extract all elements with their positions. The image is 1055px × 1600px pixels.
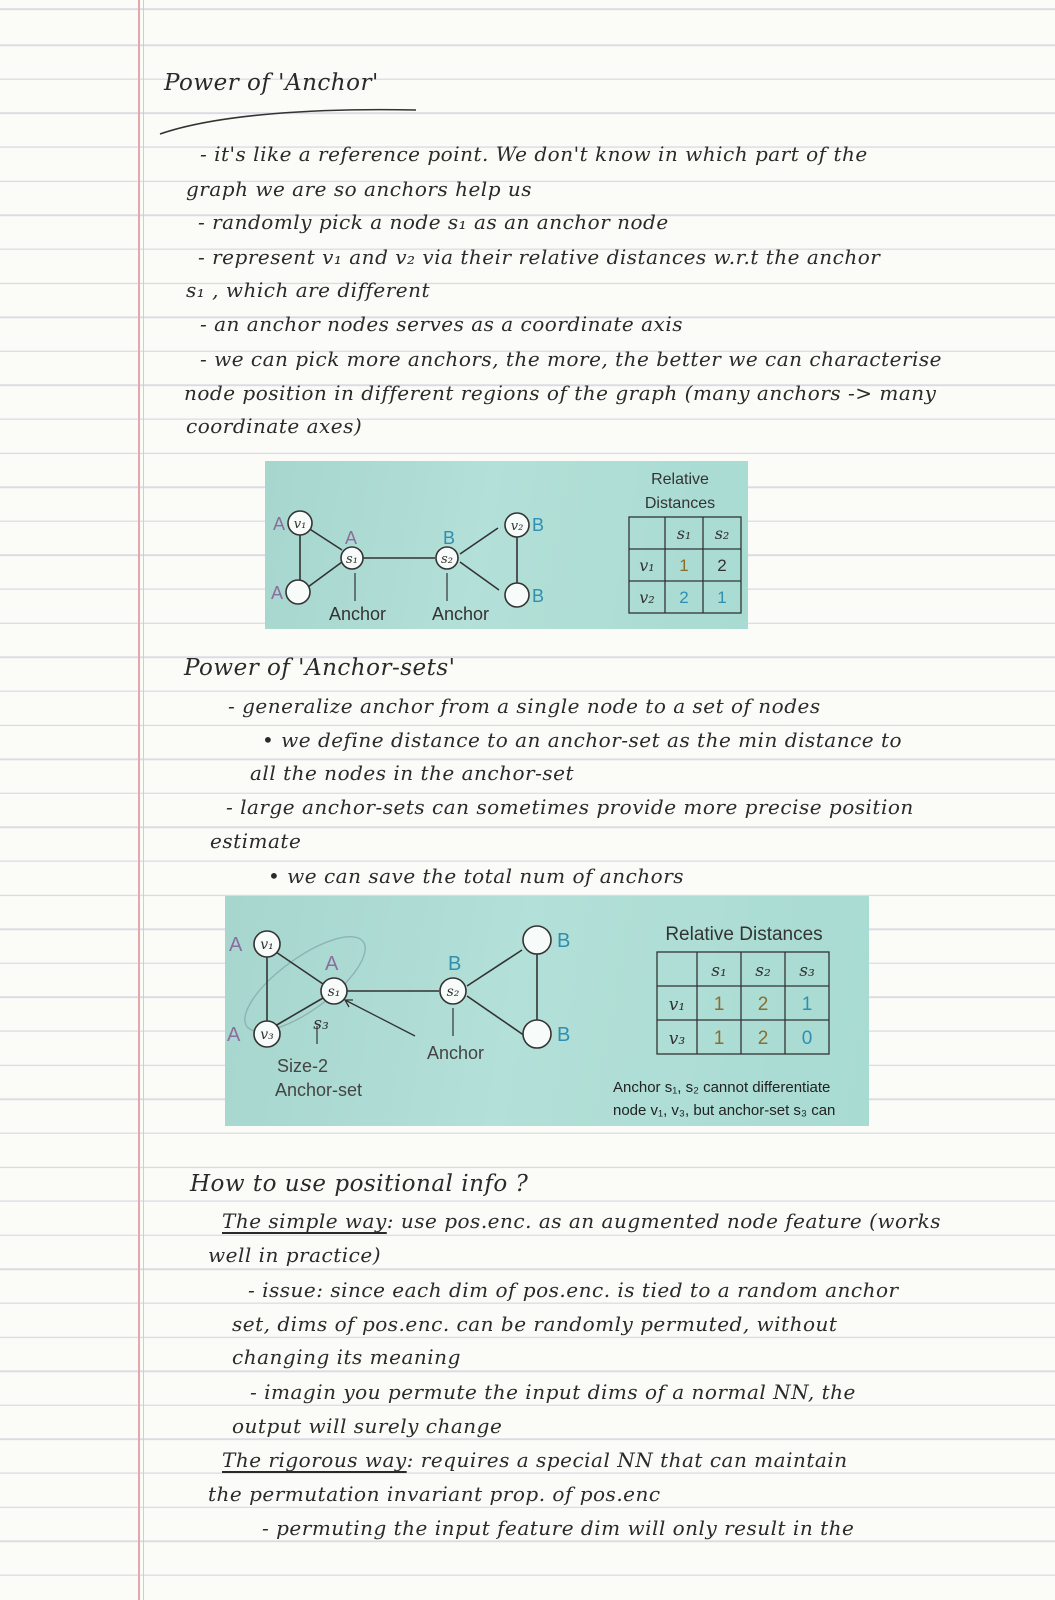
cell-v1-s3: 1 xyxy=(801,994,813,1015)
s3-line-7: the permutation invariant prop. of pos.enc xyxy=(208,1482,661,1506)
tag-b-s2: B xyxy=(443,528,456,548)
s3-line-8: - permuting the input feature dim will only result in the xyxy=(262,1516,855,1540)
s1-line-9: coordinate axes) xyxy=(186,414,363,438)
label-v2: v₂ xyxy=(510,519,524,534)
tag-a-v3: A xyxy=(227,1024,241,1046)
node-b-top xyxy=(523,926,551,954)
col-s2: s₂ xyxy=(755,961,771,981)
s1-line-6: - an anchor nodes serves as a coordinate axis xyxy=(200,312,683,336)
node-a-bottom xyxy=(286,580,310,604)
s1-line-4: - represent v₁ and v₂ via their relative distances w.r.t the anchor xyxy=(198,245,881,269)
label-s3: s₃ xyxy=(313,1014,329,1034)
s1-line-2: graph we are so anchors help us xyxy=(186,177,533,201)
rigorous-way-rest: : requires a special NN that can maintain xyxy=(406,1448,848,1472)
s3-line-2: - issue: since each dim of pos.enc. is tied to a random anchor xyxy=(248,1278,899,1302)
row-v3: v₃ xyxy=(668,1029,686,1049)
tag-a-s1: A xyxy=(325,953,339,975)
s3-line-1: well in practice) xyxy=(208,1243,382,1267)
s1-line-8: node position in different regions of the graph (many anchors -> many xyxy=(184,381,937,405)
tag-b-bottom: B xyxy=(557,1024,571,1046)
label-s2: s₂ xyxy=(446,984,460,1000)
anchor-set-ellipse xyxy=(231,921,378,1048)
anchor-set-figure xyxy=(225,896,869,1126)
tag-b-s2: B xyxy=(448,953,462,975)
table-title-1: Relative xyxy=(651,471,709,488)
cell-v3-s2: 2 xyxy=(757,1028,769,1049)
s1-line-1: - it's like a reference point. We don't know in which part of the xyxy=(200,142,868,166)
cell-v3-s3: 0 xyxy=(801,1028,813,1049)
row-v1: v₁ xyxy=(668,995,686,1015)
table2-title: Relative Distances xyxy=(665,924,823,945)
margin-line-inner xyxy=(143,0,144,1600)
label-v3: v₃ xyxy=(260,1027,274,1043)
anchor-label-2: Anchor xyxy=(432,604,490,624)
col-s2: s₂ xyxy=(714,524,730,543)
s3-line-5: - imagin you permute the input dims of a normal NN, the xyxy=(250,1380,856,1404)
tag-b-top: B xyxy=(557,930,571,952)
col-s1: s₁ xyxy=(676,524,692,543)
label-s2: s₂ xyxy=(441,552,453,567)
cell-v2-s2: 1 xyxy=(717,588,727,607)
s1-line-3: - randomly pick a node s₁ as an anchor node xyxy=(198,210,669,234)
s2-line-3: all the nodes in the anchor-set xyxy=(250,761,574,785)
cell-v1-s1: 1 xyxy=(679,556,689,575)
s3-line-6: output will surely change xyxy=(232,1414,503,1438)
anchor-label: Anchor xyxy=(427,1043,485,1063)
label-v1: v₁ xyxy=(293,517,307,532)
s2-line-4: - large anchor-sets can sometimes provide more precise position xyxy=(226,795,914,819)
section1-heading: Power of 'Anchor' xyxy=(164,70,379,96)
cell-v1-s2: 2 xyxy=(717,556,727,575)
node-b-bottom xyxy=(523,1020,551,1048)
anchor-label-1: Anchor xyxy=(329,604,387,624)
row-v1: v₁ xyxy=(639,556,655,575)
tag-a-v1: A xyxy=(229,934,243,956)
cell-v2-s1: 2 xyxy=(679,588,689,607)
s2-line-5: estimate xyxy=(210,829,302,853)
margin-line xyxy=(138,0,140,1600)
s2-line-1: - generalize anchor from a single node to a set of nodes xyxy=(228,694,821,718)
row-v2: v₂ xyxy=(639,588,655,607)
s2-line-6: • we can save the total num of anchors xyxy=(268,864,685,888)
s2-line-2: • we define distance to an anchor-set as the min distance to xyxy=(262,728,903,752)
anchor-figure xyxy=(265,461,748,629)
tag-a-bottom: A xyxy=(271,583,284,603)
s3-line-3: set, dims of pos.enc. can be randomly permuted, without xyxy=(232,1312,838,1336)
cell-v1-s2: 2 xyxy=(757,994,769,1015)
rigorous-way-label: The rigorous way xyxy=(222,1448,407,1472)
s3-line-4: changing its meaning xyxy=(232,1345,461,1369)
label-s1: s₁ xyxy=(327,984,341,1000)
size-label-1: Size-2 xyxy=(277,1056,329,1076)
caption-line-2: node v₁, v₃, but anchor-set s₃ can xyxy=(613,1102,836,1119)
simple-way-rest: : use pos.enc. as an augmented node feature (works xyxy=(386,1209,941,1233)
cell-v3-s1: 1 xyxy=(713,1028,725,1049)
caption-line-1: Anchor s₁, s₂ cannot differentiate xyxy=(613,1079,831,1096)
s3-simple-way-line xyxy=(222,1208,941,1234)
s3-rigorous-way-line xyxy=(222,1447,848,1473)
s1-line-7: - we can pick more anchors, the more, the better we can characterise xyxy=(200,347,942,371)
size-label-2: Anchor-set xyxy=(275,1080,363,1100)
col-s1: s₁ xyxy=(711,961,727,981)
title-underline-stroke xyxy=(158,104,418,138)
cell-v1-s1: 1 xyxy=(713,994,725,1015)
section2-heading: Power of 'Anchor-sets' xyxy=(184,655,456,681)
simple-way-label: The simple way xyxy=(222,1209,387,1233)
table-title-2: Distances xyxy=(644,495,716,512)
tag-b-v2: B xyxy=(532,515,545,535)
tag-a-s1: A xyxy=(345,528,358,548)
tag-b-bottom: B xyxy=(532,586,545,606)
tag-a-v1: A xyxy=(273,514,286,534)
label-v1: v₁ xyxy=(260,937,274,953)
label-s1: s₁ xyxy=(346,552,358,567)
col-s3: s₃ xyxy=(799,961,815,981)
section3-heading: How to use positional info ? xyxy=(190,1171,529,1197)
s1-line-5: s₁ , which are different xyxy=(186,278,431,302)
node-b-bottom xyxy=(505,583,529,607)
